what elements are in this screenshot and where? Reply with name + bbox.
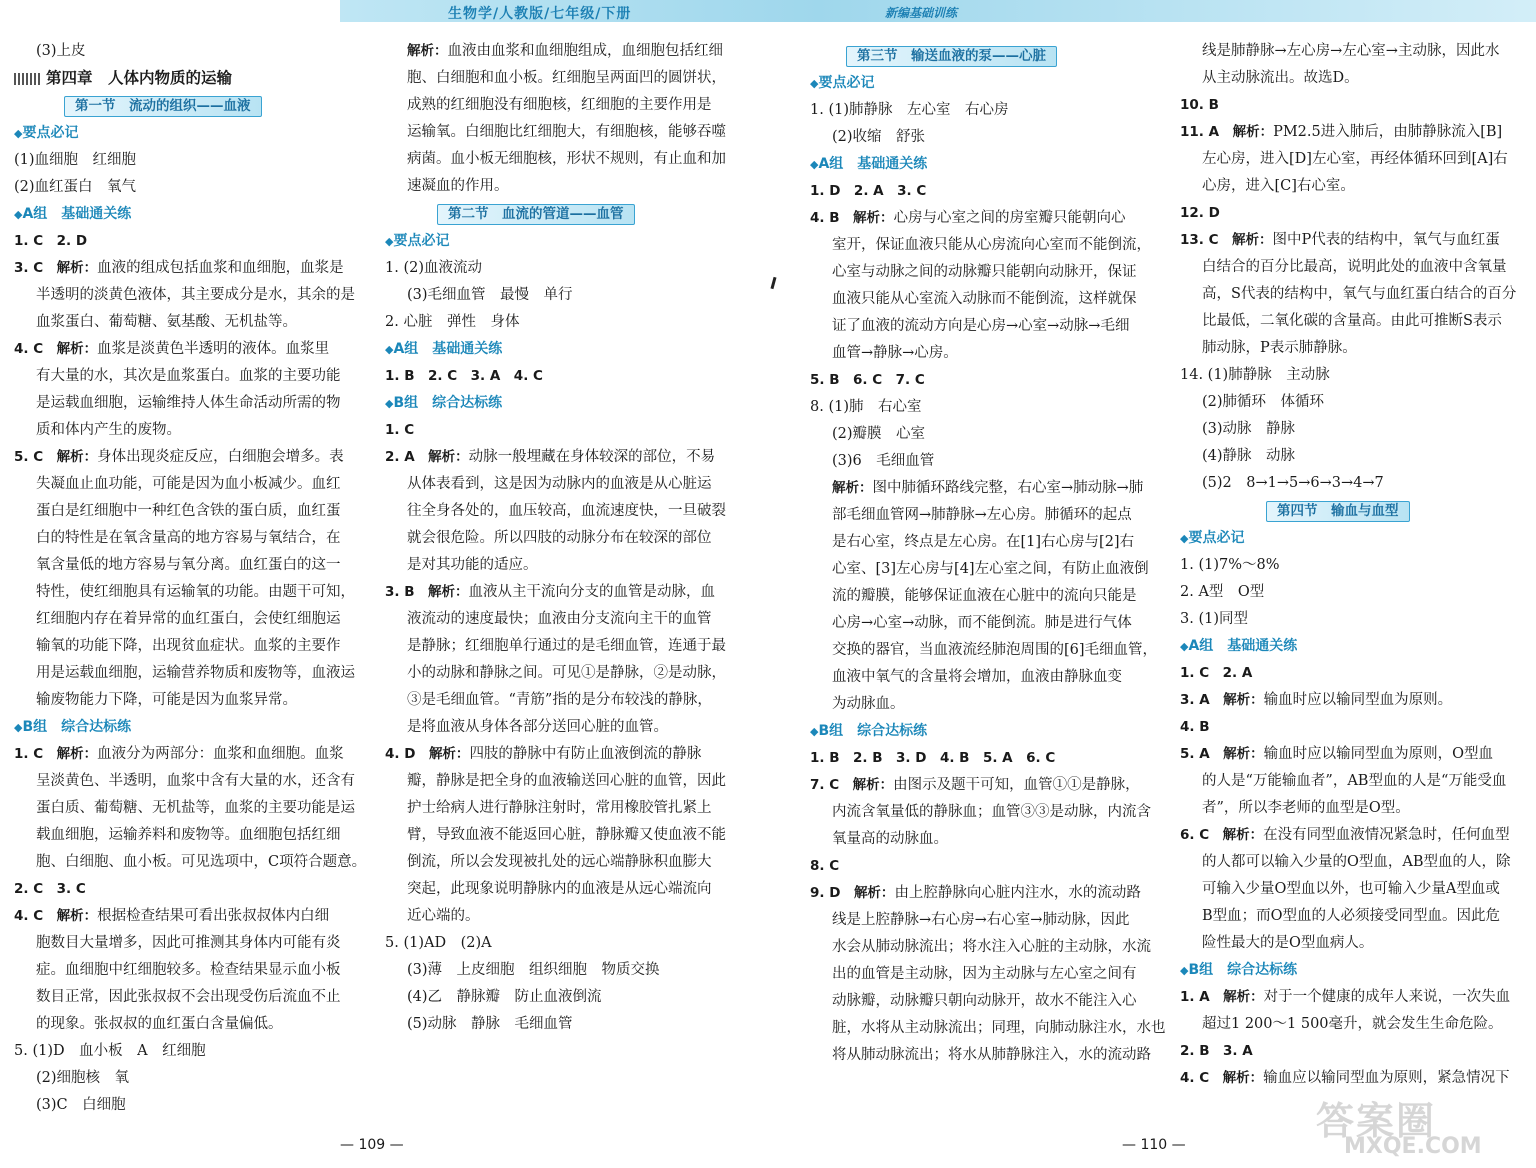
- text-line: 瓣，静脉是把全身的血液输送回心脏的血管，因此: [407, 773, 726, 789]
- text-line: ③是毛细血管。“青筋”指的是分布较浅的静脉，: [407, 692, 712, 708]
- analysis-label: 解析：: [428, 746, 470, 762]
- text-line: 险性最大的是O型血病人。: [1202, 935, 1374, 951]
- text-line: 失凝血止血功能，可能是因为血小板减少。血红: [36, 476, 341, 492]
- text-line: 血浆蛋白、葡萄糖、氨基酸、无机盐等。: [36, 314, 297, 330]
- text-line: (3)6 毛细血管: [832, 453, 935, 469]
- subhead: [385, 390, 745, 417]
- text-line: 液流动的速度最快；血液由分支流向主干的血管: [407, 611, 712, 627]
- text-line: 的人都可以输入少量的O型血，AB型血的人，除: [1202, 854, 1511, 870]
- text-line: (2)收缩 舒张: [832, 129, 926, 145]
- analysis-label: 解析：: [1223, 692, 1264, 708]
- text-line: (3)C 白细胞: [36, 1097, 126, 1113]
- answer-line: 8. (1)肺 右心室: [810, 399, 922, 415]
- analysis-text: 由图示及题干可知，血管①①是静脉，: [893, 777, 1140, 793]
- text-line: 往全身各处的，血压较高，血流速度快，一旦破裂: [407, 503, 726, 519]
- subhead-label: A组 基础通关练: [393, 341, 503, 357]
- answer-line: 2. B 3. A: [1180, 1043, 1253, 1059]
- subhead-label: B组 综合达标练: [818, 723, 928, 739]
- analysis-label: 解析：: [1232, 232, 1273, 248]
- answer-line: [14, 336, 369, 363]
- text-line: (3)毛细血管 最慢 单行: [407, 287, 573, 303]
- answer-line: [1180, 1065, 1530, 1092]
- analysis-label: 解析：: [852, 777, 894, 793]
- subhead: [810, 718, 1170, 745]
- answer-line: 1. B 2. C 3. A 4. C: [385, 368, 543, 384]
- answer-line: 8. C: [810, 858, 840, 874]
- text-line: 白结合的百分比最高，说明此处的血液中含氧量: [1202, 259, 1507, 275]
- answer-key: 4. C: [14, 908, 57, 924]
- analysis-label: 解析：: [56, 260, 98, 276]
- page-number-left: — 109 —: [340, 1137, 404, 1153]
- diamond-icon: ◆: [810, 725, 819, 738]
- analysis-text: 身体出现炎症反应，白细胞会增多。表: [97, 449, 344, 465]
- text-line: 就会很危险。所以四肢的动脉分布在较深的部位: [407, 530, 712, 546]
- text-line: 肺动脉，P表示肺静脉。: [1202, 340, 1357, 356]
- analysis-label: 解析：: [56, 746, 98, 762]
- analysis-text: 根据检查结果可看出张叔叔体内白细: [97, 908, 330, 924]
- text-line: (2)肺循环 体循环: [1202, 394, 1325, 410]
- answer-line: [385, 741, 745, 768]
- analysis-text: 在没有同型血液情况紧急时，任何血型: [1263, 827, 1510, 843]
- stray-mark: [770, 277, 776, 289]
- text-line: 红细胞内存在着异常的血红蛋白，会使红细胞运: [36, 611, 341, 627]
- answer-key: 1. C: [14, 746, 57, 762]
- analysis-text: 心房与心室之间的房室瓣只能朝向心: [893, 210, 1126, 226]
- chapter-title-text: 第四章 人体内物质的运输: [46, 69, 233, 87]
- text-line: 质和体内产生的废物。: [36, 422, 181, 438]
- text-line: 氧量高的动脉血。: [832, 831, 948, 847]
- text-line: (3)薄 上皮细胞 组织细胞 物质交换: [407, 962, 660, 978]
- text-line: 数目正常，因此张叔叔不会出现受伤后流血不止: [36, 989, 341, 1005]
- answer-line: [385, 38, 745, 65]
- text-line: 部毛细血管网→肺静脉→左心房。肺循环的起点: [832, 507, 1132, 523]
- answer-line: 1. B 2. B 3. D 4. B 5. A 6. C: [810, 750, 1056, 766]
- diamond-icon: ◆: [810, 158, 819, 171]
- subhead-label: 要点必记: [22, 125, 79, 141]
- diamond-icon: ◆: [14, 721, 23, 734]
- answer-line: 1. (2)血液流动: [385, 260, 482, 276]
- analysis-label: 解析：: [1223, 746, 1264, 762]
- text-line: 速凝血的作用。: [407, 178, 509, 194]
- text-line: (2)瓣膜 心室: [832, 426, 926, 442]
- text-line: 胞、白细胞和血小板。红细胞呈两面凹的圆饼状，: [407, 70, 726, 86]
- text-line: (4)静脉 动脉: [1202, 448, 1296, 464]
- answer-line: 14. (1)肺静脉 主动脉: [1180, 367, 1330, 383]
- text-line: 氧含量低的地方容易与氧分离。血红蛋白的这一: [36, 557, 341, 573]
- text-line: 病菌。血小板无细胞核，形状不规则，有止血和加: [407, 151, 726, 167]
- analysis-text: 由上腔静脉向心脏内注水，水的流动路: [894, 885, 1141, 901]
- answer-line: [14, 741, 369, 768]
- header-subject: 生物学/人教版/七年级/下册: [448, 6, 632, 22]
- analysis-text: 血液的组成包括血浆和血细胞，血浆是: [97, 260, 344, 276]
- subhead: [14, 120, 369, 147]
- text-line: 心室与动脉之间的动脉瓣只能朝向动脉开，保证: [832, 264, 1137, 280]
- answer-key: 2. A: [385, 449, 429, 465]
- section-title: 第一节 流动的组织——血液: [64, 96, 262, 117]
- analysis-label: 解析：: [428, 584, 469, 600]
- answer-line: [1180, 227, 1530, 254]
- analysis-text: 输血时应以输同型血为原则，O型血: [1263, 746, 1494, 762]
- diamond-icon: ◆: [385, 397, 394, 410]
- answer-line: 4. B: [1180, 719, 1210, 735]
- analysis-label: 解析：: [56, 449, 98, 465]
- analysis-text: 血液分为两部分：血浆和血细胞。血浆: [97, 746, 344, 762]
- answer-key: 4. B: [810, 210, 854, 226]
- answer-line: 2. 心脏 弹性 身体: [385, 314, 520, 330]
- answer-line: 5. (1)AD (2)A: [385, 935, 492, 951]
- text-line: 将从肺动脉流出；将水从肺静脉注入，水的流动路: [832, 1047, 1151, 1063]
- text-line: 倒流，所以会发现被扎处的远心端静脉积血膨大: [407, 854, 712, 870]
- text-line: 证了血液的流动方向是心房→心室→动脉→毛细: [832, 318, 1130, 334]
- column-4: [1180, 38, 1530, 1092]
- diamond-icon: ◆: [1180, 640, 1189, 653]
- watermark-url: MXQE.COM: [1344, 1134, 1482, 1159]
- watermark-text: 答案圈: [1316, 1099, 1437, 1143]
- text-line: (2)细胞核 氧: [36, 1070, 130, 1086]
- analysis-label: 解析：: [1222, 1070, 1264, 1086]
- text-line: 特性，使红细胞具有运输氧的功能。由题干可知，: [36, 584, 355, 600]
- answer-line: 12. D: [1180, 205, 1220, 221]
- answer-key: 4. D: [385, 746, 429, 762]
- text-line: (4)乙 静脉瓣 防止血液倒流: [407, 989, 602, 1005]
- analysis-text: 图中P代表的结构中，氧气与血红蛋: [1272, 232, 1500, 248]
- analysis-label: 解析：: [1222, 827, 1264, 843]
- analysis-label: 解析：: [853, 210, 894, 226]
- answer-line: [14, 903, 369, 930]
- diamond-icon: ◆: [14, 208, 23, 221]
- subhead-label: B组 综合达标练: [1188, 962, 1298, 978]
- answer-key: 11. A: [1180, 124, 1233, 140]
- text-line: 水会从肺动脉流出；将水注入心脏的主动脉，水流: [832, 939, 1151, 955]
- text-line: 的现象。张叔叔的血红蛋白含量偏低。: [36, 1016, 283, 1032]
- subhead: [385, 228, 745, 255]
- answer-key: 13. C: [1180, 232, 1233, 248]
- answer-line: 2. C 3. C: [14, 881, 86, 897]
- answer-line: [810, 205, 1170, 232]
- answer-line: [385, 579, 745, 606]
- subhead: [1180, 633, 1530, 660]
- analysis-text: 图中肺循环路线完整，右心室→肺动脉→肺: [872, 480, 1144, 496]
- answer-key: 3. C: [14, 260, 57, 276]
- answer-key: 4. C: [14, 341, 57, 357]
- analysis-text: 血液由血浆和血细胞组成，血细胞包括红细: [447, 43, 723, 59]
- answer-line: [810, 880, 1170, 907]
- section-title: 第二节 血流的管道——血管: [437, 204, 635, 225]
- answer-line: [810, 772, 1170, 799]
- answer-key: 3. A: [1180, 692, 1224, 708]
- subhead-label: B组 综合达标练: [393, 395, 503, 411]
- subhead-label: A组 基础通关练: [818, 156, 928, 172]
- text-line: 运输氧。白细胞比红细胞大，有细胞核，能够吞噬: [407, 124, 726, 140]
- text-line: 小的动脉和静脉之间。可见①是静脉，②是动脉，: [407, 665, 726, 681]
- answer-line: [14, 255, 369, 282]
- text-line: 为动脉血。: [832, 696, 905, 712]
- analysis-label: 解析：: [1232, 124, 1274, 140]
- chapter-title: [14, 65, 369, 92]
- column-1: [14, 38, 369, 1119]
- text-line: 从主动脉流出。故选D。: [1202, 70, 1359, 86]
- subhead-label: 要点必记: [818, 75, 875, 91]
- text-line: 是将血液从身体各部分送回心脏的血管。: [407, 719, 668, 735]
- analysis-label: 解析：: [407, 43, 448, 59]
- text-line: 载血细胞，运输养料和废物等。血细胞包括红细: [36, 827, 341, 843]
- text-line: 比最低，二氧化碳的含量高。由此可推断S表示: [1202, 313, 1502, 329]
- text-line: 成熟的红细胞没有细胞核，红细胞的主要作用是: [407, 97, 712, 113]
- text-line: 血液只能从心室流入动脉而不能倒流，这样就保: [832, 291, 1137, 307]
- text-line: 蛋白是红细胞中一种红色含铁的蛋白质，血红蛋: [36, 503, 341, 519]
- text-line: 突起，此现象说明静脉内的血液是从远心端流向: [407, 881, 712, 897]
- subhead-label: 要点必记: [1188, 530, 1245, 546]
- diamond-icon: ◆: [1180, 964, 1189, 977]
- chapter-marker-icon: [14, 73, 40, 85]
- text-line: 输废物能力下降，可能是因为血浆异常。: [36, 692, 297, 708]
- text-line: 的人是“万能输血者”，AB型血的人是“万能受血: [1202, 773, 1507, 789]
- text-line: 室开，保证血液只能从心房流向心室而不能倒流，: [832, 237, 1151, 253]
- text-line: 高，S代表的结构中，氧气与血红蛋白结合的百分: [1202, 286, 1517, 302]
- diamond-icon: ◆: [385, 343, 394, 356]
- text-line: 左心房，进入[D]左心室，再经体循环回到[A]右: [1202, 151, 1508, 167]
- answer-line: 3. (1)同型: [1180, 611, 1248, 627]
- subhead: [1180, 957, 1530, 984]
- subhead: [810, 151, 1170, 178]
- text-line: 脏，水将从主动脉流出；同理，向肺动脉注水，水也: [832, 1020, 1166, 1036]
- analysis-label: 解析：: [56, 341, 98, 357]
- answer-line: 1. C 2. A: [1180, 665, 1253, 681]
- text-line: 是运载血细胞，运输维持人体生命活动所需的物: [36, 395, 341, 411]
- diamond-icon: ◆: [14, 127, 23, 140]
- answer-line: [1180, 822, 1530, 849]
- text-line: 是静脉；红细胞单行通过的是毛细血管，连通于最: [407, 638, 726, 654]
- answer-line: [1180, 741, 1530, 768]
- answer-line: 1. C: [385, 422, 415, 438]
- answer-line: 1. (1)肺静脉 左心室 右心房: [810, 102, 1009, 118]
- text-line: (5)2 8→1→5→6→3→4→7: [1202, 475, 1384, 491]
- text-line: (3)动脉 静脉: [1202, 421, 1296, 437]
- answer-line: [1180, 119, 1530, 146]
- text-line: 可输入少量O型血以外，也可输入少量A型血或: [1202, 881, 1500, 897]
- header-series: 新编基础训练: [885, 6, 958, 20]
- text-line: 胞、白细胞、血小板。可见选项中，C项符合题意。: [36, 854, 367, 870]
- text-line: 有大量的水，其次是血浆蛋白。血浆的主要功能: [36, 368, 341, 384]
- subhead-label: B组 综合达标练: [22, 719, 132, 735]
- answer-line: 1. (1)7%～8%: [1180, 557, 1280, 573]
- text-line: 线是肺静脉→左心房→左心室→主动脉，因此水: [1202, 43, 1500, 59]
- text-line: 超过1 200～1 500毫升，就会发生生命危险。: [1202, 1016, 1503, 1032]
- text-line: 从体表看到，这是因为动脉内的血液是从心脏运: [407, 476, 712, 492]
- page-number-right: — 110 —: [1122, 1137, 1186, 1153]
- analysis-label: 解析：: [428, 449, 469, 465]
- text-line: (1)血细胞 红细胞: [14, 152, 137, 168]
- answer-key: 1. A: [1180, 989, 1224, 1005]
- diamond-icon: ◆: [810, 77, 819, 90]
- answer-line: 5. B 6. C 7. C: [810, 372, 925, 388]
- analysis-text: 血浆是淡黄色半透明的液体。血浆里: [97, 341, 330, 357]
- text-line: 是对其功能的适应。: [407, 557, 538, 573]
- text-line: 用是运载血细胞，运输营养物质和废物等，血液运: [36, 665, 355, 681]
- analysis-label: 解析：: [56, 908, 98, 924]
- diamond-icon: ◆: [1180, 532, 1189, 545]
- text-line: (5)动脉 静脉 毛细血管: [407, 1016, 573, 1032]
- answer-line: [14, 444, 369, 471]
- answer-key: 6. C: [1180, 827, 1223, 843]
- answer-key: 3. B: [385, 584, 429, 600]
- answer-key: 5. A: [1180, 746, 1224, 762]
- analysis-text: 输血时应以输同型血为原则。: [1263, 692, 1453, 708]
- subhead-label: A组 基础通关练: [22, 206, 132, 222]
- answer-key: 5. C: [14, 449, 57, 465]
- header-banner: [340, 0, 1536, 22]
- text-line: 血管→静脉→心房。: [832, 345, 958, 361]
- answer-line: [385, 444, 745, 471]
- answer-line: [1180, 687, 1530, 714]
- answer-line: 5. (1)D 血小板 A 红细胞: [14, 1043, 206, 1059]
- section-title: 第四节 输血与血型: [1266, 501, 1410, 522]
- text-line: 线是上腔静脉→右心房→右心室→肺动脉，因此: [832, 912, 1130, 928]
- text-line: 呈淡黄色、半透明，血浆中含有大量的水，还含有: [36, 773, 355, 789]
- column-2: [385, 38, 745, 1038]
- text-line: 胞数目大量增多，因此可推测其身体内可能有炎: [36, 935, 341, 951]
- subhead-label: 要点必记: [393, 233, 450, 249]
- answer-line: 10. B: [1180, 97, 1219, 113]
- diamond-icon: ◆: [385, 235, 394, 248]
- text-line: 流的瓣膜，能够保证血液在心脏中的流向只能是: [832, 588, 1137, 604]
- answer-key: 9. D: [810, 885, 854, 901]
- answer-line: 1. C 2. D: [14, 233, 88, 249]
- text-line: 内流含氧量低的静脉血；血管③③是动脉，内流含: [832, 804, 1151, 820]
- subhead: [810, 70, 1170, 97]
- text-line: 输氧的功能下降，出现贫血症状。血浆的主要作: [36, 638, 341, 654]
- answer-line: 2. A型 O型: [1180, 584, 1265, 600]
- subhead: [14, 714, 369, 741]
- analysis-text: PM2.5进入肺后，由肺静脉流入[B]: [1273, 124, 1503, 140]
- text-line: 症。血细胞中红细胞较多。检查结果显示血小板: [36, 962, 341, 978]
- text-line: 是右心室，终点是左心房。在[1]右心房与[2]右: [832, 534, 1135, 550]
- text-line: 臂，导致血液不能返回心脏，静脉瓣又使血液不能: [407, 827, 726, 843]
- analysis-text: 对于一个健康的成年人来说，一次失血: [1263, 989, 1511, 1005]
- subhead: [14, 201, 369, 228]
- column-3: [810, 42, 1170, 1069]
- text-line: 血液中氧气的含量将会增加，血液由静脉血变: [832, 669, 1122, 685]
- text-line: (3)上皮: [36, 43, 86, 59]
- analysis-label: 解析：: [853, 885, 895, 901]
- text-line: B型血；而O型血的人必须接受同型血。因此危: [1202, 908, 1501, 924]
- analysis-text: 血液从主干流向分支的血管是动脉，血: [468, 584, 716, 600]
- subhead-label: A组 基础通关练: [1188, 638, 1298, 654]
- text-line: 心室、[3]左心房与[4]左心室之间，有防止血液倒: [832, 561, 1149, 577]
- answer-key: 7. C: [810, 777, 853, 793]
- answer-line: [1180, 984, 1530, 1011]
- answer-line: [810, 475, 1170, 502]
- text-line: 者”，所以李老师的血型是O型。: [1202, 800, 1410, 816]
- text-line: 白的特性是在氧含量高的地方容易与氧结合，在: [36, 530, 341, 546]
- answer-line: 1. D 2. A 3. C: [810, 183, 927, 199]
- text-line: 交换的器官，当血液流经肺泡周围的[6]毛细血管，: [832, 642, 1158, 658]
- text-line: 近心端的。: [407, 908, 480, 924]
- answer-key: 4. C: [1180, 1070, 1223, 1086]
- text-line: 心房，进入[C]右心室。: [1202, 178, 1355, 194]
- text-line: 出的血管是主动脉，因为主动脉与左心室之间有: [832, 966, 1137, 982]
- analysis-label: 解析：: [1223, 989, 1264, 1005]
- watermark-logo: [1316, 1090, 1526, 1162]
- analysis-text: 四肢的静脉中有防止血液倒流的静脉: [469, 746, 702, 762]
- subhead: [385, 336, 745, 363]
- section-title: 第三节 输送血液的泵——心脏: [846, 46, 1057, 67]
- analysis-text: 动脉一般埋藏在身体较深的部位，不易: [468, 449, 716, 465]
- text-line: 心房→心室→动脉，而不能倒流。肺是进行气体: [832, 615, 1132, 631]
- analysis-text: 输血应以输同型血为原则，紧急情况下: [1263, 1070, 1510, 1086]
- subhead: [1180, 525, 1530, 552]
- text-line: 半透明的淡黄色液体，其主要成分是水，其余的是: [36, 287, 355, 303]
- analysis-label: 解析：: [832, 480, 873, 496]
- text-line: 动脉瓣，动脉瓣只朝向动脉开，故水不能注入心: [832, 993, 1137, 1009]
- text-line: 护士给病人进行静脉注射时，常用橡胶管扎紧上: [407, 800, 712, 816]
- text-line: 蛋白质、葡萄糖、无机盐等，血浆的主要功能是运: [36, 800, 355, 816]
- text-line: (2)血红蛋白 氧气: [14, 179, 137, 195]
